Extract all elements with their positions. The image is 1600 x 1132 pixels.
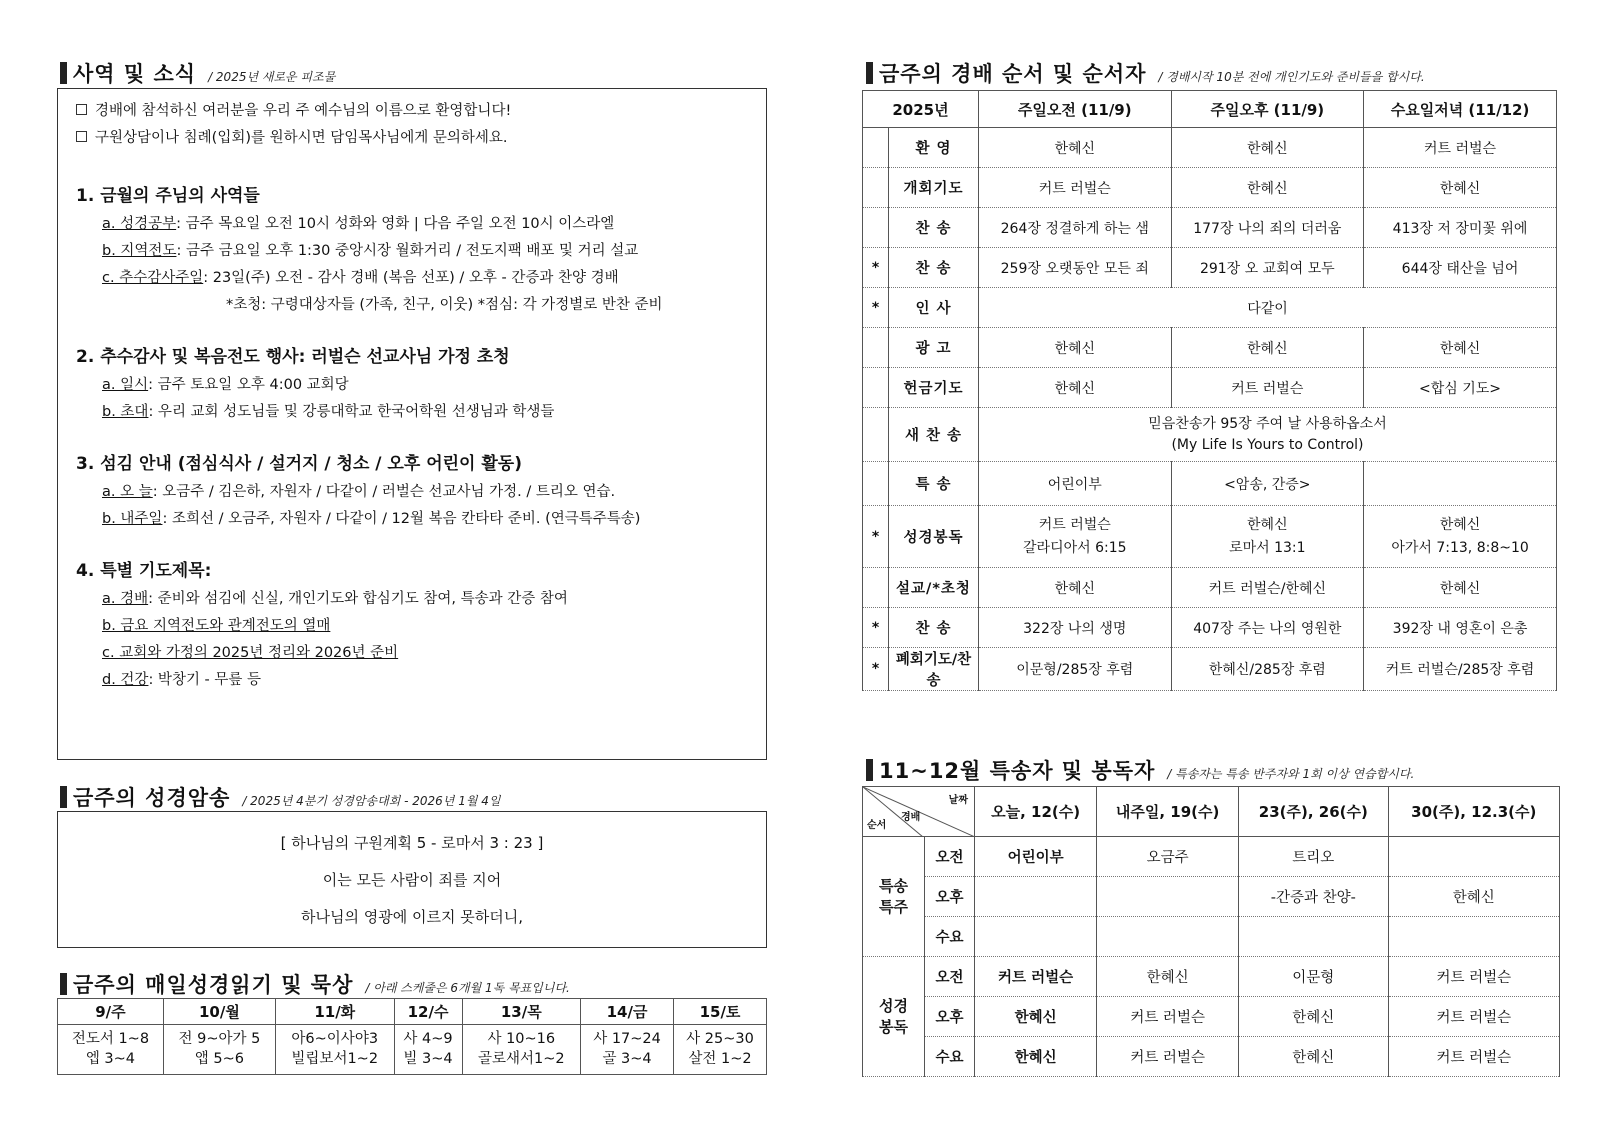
reading-cell: 사 25~30 살전 1~2 <box>674 1025 767 1075</box>
item3-a: a. 오 늘: 오금주 / 김은하, 자원자 / 다같이 / 러벌슨 선교사님 가정. / 트리오 연습. <box>102 484 616 500</box>
news-title <box>60 58 335 88</box>
order-subtitle: / 경배시작 10분 전에 개인기도와 준비들을 합시다. <box>1158 70 1425 84</box>
group-sing: 특송 특주 <box>863 837 925 957</box>
item2-heading: 2. 추수감사 및 복음전도 행사: 러벌슨 선교사님 가정 초청 <box>76 347 510 367</box>
order-row: * 찬 송 322장 나의 생명 407장 주는 나의 영원한 392장 내 영혼이 은총 <box>863 608 1557 648</box>
order-header-row <box>863 91 1557 128</box>
special-row: 성경 봉독 오전 커트 러벌슨 한혜신 이문형 커트 러벌슨 <box>863 957 1560 997</box>
reading-table <box>57 998 767 1075</box>
checkbox-icon <box>76 104 87 115</box>
order-row: * 찬 송 259장 오랫동안 모든 죄 291장 오 교회여 모두 644장 태산을 넘어 <box>863 248 1557 288</box>
special-row: 특송 특주 오전 어린이부 오금주 트리오 <box>863 837 1560 877</box>
order-header: 2025년 <box>863 91 979 128</box>
reading-subtitle: / 아래 스케줄은 6개월 1독 목표입니다. <box>365 981 570 995</box>
order-row: 찬 송 264장 정결하게 하는 샘 177장 나의 죄의 더러움 413장 저 장미꽃 위에 <box>863 208 1557 248</box>
order-row: 광 고 한혜신 한혜신 한혜신 <box>863 328 1557 368</box>
reading-title-text: 금주의 매일성경읽기 및 묵상 <box>73 973 354 997</box>
notice-2: 구원상담이나 침례(입회)를 원하시면 담임목사님에게 문의하세요. <box>76 126 748 147</box>
order-row: 특 송 어린이부 <암송, 간증> <box>863 462 1557 506</box>
checkbox-icon <box>76 131 87 142</box>
special-row: 오후 한혜신 커트 러벌슨 한혜신 커트 러벌슨 <box>863 997 1560 1037</box>
order-header: 수요일저녁 (11/12) <box>1364 91 1557 128</box>
news-title-text: 사역 및 소식 <box>73 62 197 86</box>
special-row: 수요 한혜신 커트 러벌슨 한혜신 커트 러벌슨 <box>863 1037 1560 1077</box>
group-read: 성경 봉독 <box>863 957 925 1077</box>
item1-a: a. 성경공부: 금주 목요일 오전 10시 성화와 영화 | 다음 주일 오전 10시 이스라엘 <box>102 216 615 232</box>
item3-heading: 3. 섬김 안내 (점심식사 / 설거지 / 청소 / 오후 어린이 활동) <box>76 454 522 474</box>
item4-b: b. 금요 지역전도와 관계전도의 열매 <box>102 618 331 634</box>
order-row: 헌금기도 한혜신 커트 러벌슨 <합심 기도> <box>863 368 1557 408</box>
special-title-text: 11~12월 특송자 및 봉독자 <box>879 759 1156 783</box>
item4-a: a. 경배: 준비와 섬김에 신실, 개인기도와 합심기도 참여, 특송과 간증 참여 <box>102 591 568 607</box>
reading-cell: 사 17~24 골 3~4 <box>581 1025 674 1075</box>
reading-cell: 아6~이사야3 빌립보서1~2 <box>275 1025 394 1075</box>
memory-line1: 이는 모든 사람이 죄를 지어 <box>322 871 502 889</box>
special-row: 오후 -간증과 찬양- 한혜신 <box>863 877 1560 917</box>
item3-b: b. 내주일: 조희선 / 오금주, 자원자 / 다같이 / 12월 복음 칸타타 준비. (연극특주특송) <box>102 511 641 527</box>
reading-title <box>60 969 570 999</box>
item1-note: *초청: 구령대상자들 (가족, 친구, 이웃) *점심: 각 가정별로 반찬 준비 <box>226 297 663 313</box>
special-header-row <box>863 787 1560 837</box>
memory-box <box>57 811 767 948</box>
reading-cell: 전 9~아가 5 앱 5~6 <box>163 1025 275 1075</box>
special-header: 오늘, 12(수) <box>975 787 1097 837</box>
reading-header: 15/토 <box>674 999 767 1025</box>
item4-c: c. 교회와 가정의 2025년 정리와 2026년 준비 <box>102 645 399 661</box>
order-header: 주일오후 (11/9) <box>1171 91 1364 128</box>
reading-cell: 사 10~16 골로새서1~2 <box>462 1025 581 1075</box>
title-bar <box>866 759 873 781</box>
order-row: * 인 사 다같이 <box>863 288 1557 328</box>
item4-d: d. 건강: 박창기 - 무릎 등 <box>102 672 262 688</box>
reading-header: 13/목 <box>462 999 581 1025</box>
order-table <box>862 90 1557 691</box>
title-bar <box>866 62 873 84</box>
reading-cell: 사 4~9 빌 3~4 <box>394 1025 462 1075</box>
special-row: 수요 <box>863 917 1560 957</box>
corner-cell: 날짜 순서 경배 <box>863 787 975 837</box>
order-title-text: 금주의 경배 순서 및 순서자 <box>879 62 1147 86</box>
title-bar <box>60 62 67 84</box>
reading-header: 10/월 <box>163 999 275 1025</box>
news-subtitle: / 2025년 새로운 피조물 <box>208 70 336 84</box>
order-row: 설교/*초청 한혜신 커트 러벌슨/한혜신 한혜신 <box>863 568 1557 608</box>
item4-heading: 4. 특별 기도제목: <box>76 561 212 581</box>
special-title <box>866 755 1414 785</box>
special-header: 30(주), 12.3(수) <box>1388 787 1559 837</box>
reading-header: 9/주 <box>58 999 164 1025</box>
order-row: 환 영 한혜신 한혜신 커트 러벌슨 <box>863 128 1557 168</box>
memory-line2: 하나님의 영광에 이르지 못하더니, <box>301 908 523 926</box>
notice-1: 경배에 참석하신 여러분을 우리 주 예수님의 이름으로 환영합니다! <box>76 99 748 120</box>
item2-a: a. 일시: 금주 토요일 오후 4:00 교회당 <box>102 377 349 393</box>
memory-title <box>60 782 500 812</box>
special-table <box>862 786 1560 1077</box>
order-row: 새 찬 송 믿음찬송가 95장 주여 날 사용하옵소서 (My Life Is Yours to Control) <box>863 408 1557 462</box>
special-header: 내주일, 19(수) <box>1097 787 1239 837</box>
title-bar <box>60 786 67 808</box>
item2-b: b. 초대: 우리 교회 성도님들 및 강릉대학교 한국어학원 선생님과 학생들 <box>102 404 555 420</box>
reading-header: 14/금 <box>581 999 674 1025</box>
special-subtitle: / 특송자는 특송 반주자와 1회 이상 연습합시다. <box>1167 767 1415 781</box>
order-row: * 폐회기도/찬송 이문형/285장 후렴 한혜신/285장 후렴 커트 러벌슨/285장 후렴 <box>863 648 1557 691</box>
order-title <box>866 58 1425 88</box>
memory-subtitle: / 2025년 4분기 성경암송대회 - 2026년 1월 4일 <box>242 794 501 808</box>
item1-c: c. 추수감사주일: 23일(주) 오전 - 감사 경배 (복음 선포) / 오후 - 간증과 찬양 경배 <box>102 270 619 286</box>
special-header: 23(주), 26(수) <box>1239 787 1388 837</box>
reading-header-row <box>58 999 767 1025</box>
reading-header: 11/화 <box>275 999 394 1025</box>
news-box <box>57 88 767 760</box>
order-header: 주일오전 (11/9) <box>979 91 1172 128</box>
reading-row <box>58 1025 767 1075</box>
order-row: * 성경봉독 커트 러벌슨 갈라디아서 6:15 한혜신 로마서 13:1 한혜신 아가서 7:13, 8:8~10 <box>863 506 1557 568</box>
reading-header: 12/수 <box>394 999 462 1025</box>
item1-heading: 1. 금월의 주님의 사역들 <box>76 186 260 206</box>
reading-cell: 전도서 1~8 엡 3~4 <box>58 1025 164 1075</box>
item1-b: b. 지역전도: 금주 금요일 오후 1:30 중앙시장 월화거리 / 전도지팩 배포 및 거리 설교 <box>102 243 639 259</box>
order-row: 개회기도 커트 러벌슨 한혜신 한혜신 <box>863 168 1557 208</box>
title-bar <box>60 973 67 995</box>
memory-title-text: 금주의 성경암송 <box>73 786 231 810</box>
memory-ref: [ 하나님의 구원계획 5 - 로마서 3 : 23 ] <box>280 834 544 852</box>
